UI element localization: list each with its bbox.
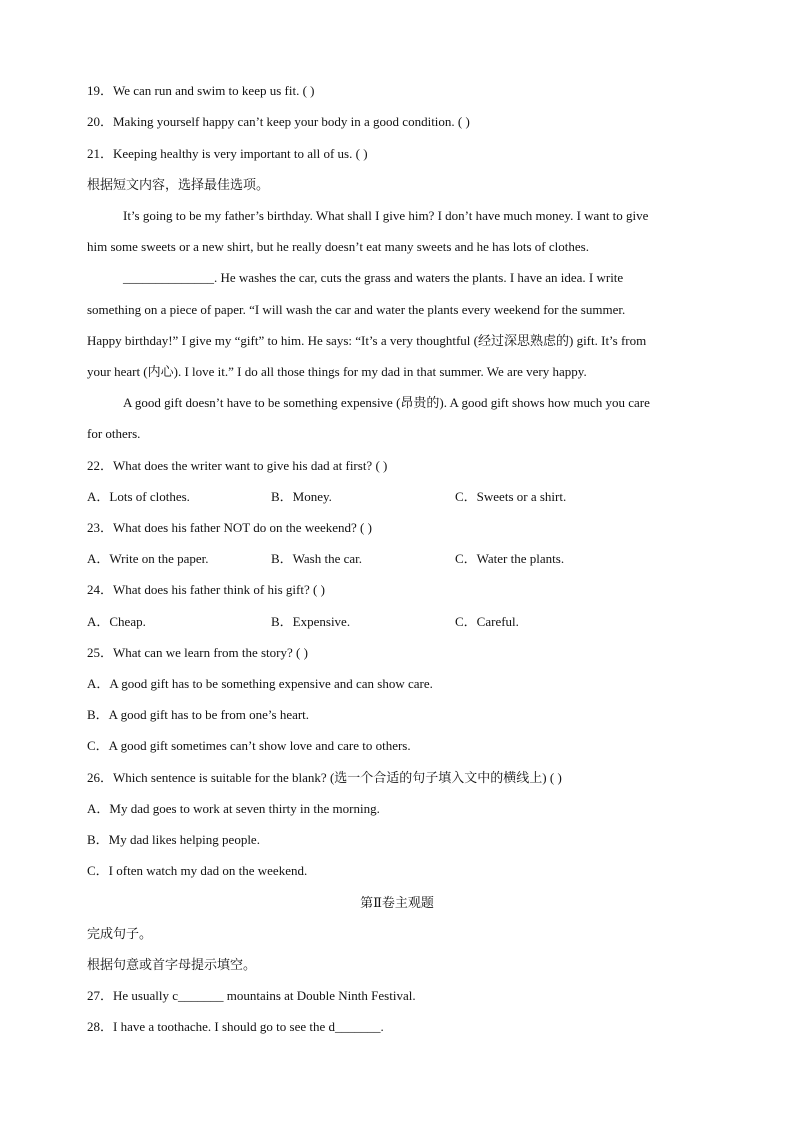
passage-line: ______________. He washes the car, cuts the grass and waters the plants. I have an idea. I write	[123, 270, 624, 285]
passage-line: something on a piece of paper. “I will wash the car and water the plants every weekend for the summer.	[87, 302, 626, 317]
question-22-stem: 22．What does the writer want to give his dad at first? ( )	[87, 458, 388, 473]
question-26-stem: 26．Which sentence is suitable for the blank? (选一个合适的句子填入文中的横线上) ( )	[87, 770, 562, 785]
question-23-stem: 23．What does his father NOT do on the weekend? ( )	[87, 520, 372, 535]
option-a: A．A good gift has to be something expensive and can show care.	[87, 676, 433, 691]
question-28: 28．I have a toothache. I should go to see the d_______.	[87, 1019, 384, 1034]
question-20: 20．Making yourself happy can’t keep your body in a good condition. ( )	[87, 114, 470, 129]
option-a: A．Cheap.	[87, 614, 146, 629]
option-c: C．Water the plants.	[455, 551, 565, 566]
section-title: 第Ⅱ卷主观题	[360, 895, 434, 910]
option-b: B．Expensive.	[271, 614, 351, 629]
option-b: B．My dad likes helping people.	[87, 832, 260, 847]
passage-line: Happy birthday!” I give my “gift” to him. He says: “It’s a very thoughtful (经过深思熟虑的) gift. It’s from	[87, 333, 647, 348]
option-c: C．Sweets or a shirt.	[455, 489, 567, 504]
option-a: A．My dad goes to work at seven thirty in the morning.	[87, 801, 380, 816]
option-c: C．Careful.	[455, 614, 519, 629]
option-b: B．Money.	[271, 489, 332, 504]
complete-sentences-heading: 完成句子。	[87, 926, 153, 941]
passage-line: It’s going to be my father’s birthday. What shall I give him? I don’t have much money. I want to give	[123, 208, 649, 223]
option-c: C．A good gift sometimes can’t show love and care to others.	[87, 738, 411, 753]
option-a: A．Lots of clothes.	[87, 489, 190, 504]
question-24-stem: 24．What does his father think of his gift? ( )	[87, 582, 325, 597]
question-27: 27．He usually c_______ mountains at Double Ninth Festival.	[87, 988, 416, 1003]
question-21: 21．Keeping healthy is very important to all of us. ( )	[87, 146, 368, 161]
fill-instruction: 根据句意或首字母提示填空。	[87, 957, 257, 972]
question-19: 19．We can run and swim to keep us fit. ( )	[87, 83, 315, 98]
reading-instruction: 根据短文内容，选择最佳选项。	[87, 177, 270, 192]
option-b: B．Wash the car.	[271, 551, 363, 566]
question-25-stem: 25．What can we learn from the story? ( )	[87, 645, 308, 660]
passage-line: A good gift doesn’t have to be something expensive (昂贵的). A good gift shows how much you care	[123, 395, 650, 410]
option-b: B．A good gift has to be from one’s heart.	[87, 707, 310, 722]
option-a: A．Write on the paper.	[87, 551, 209, 566]
passage-line: him some sweets or a new shirt, but he really doesn’t eat many sweets and he has lots of clothes.	[87, 239, 589, 254]
option-c: C．I often watch my dad on the weekend.	[87, 863, 308, 878]
passage-line: your heart (内心). I love it.” I do all those things for my dad in that summer. We are very happy.	[87, 364, 587, 379]
passage-line: for others.	[87, 426, 141, 441]
